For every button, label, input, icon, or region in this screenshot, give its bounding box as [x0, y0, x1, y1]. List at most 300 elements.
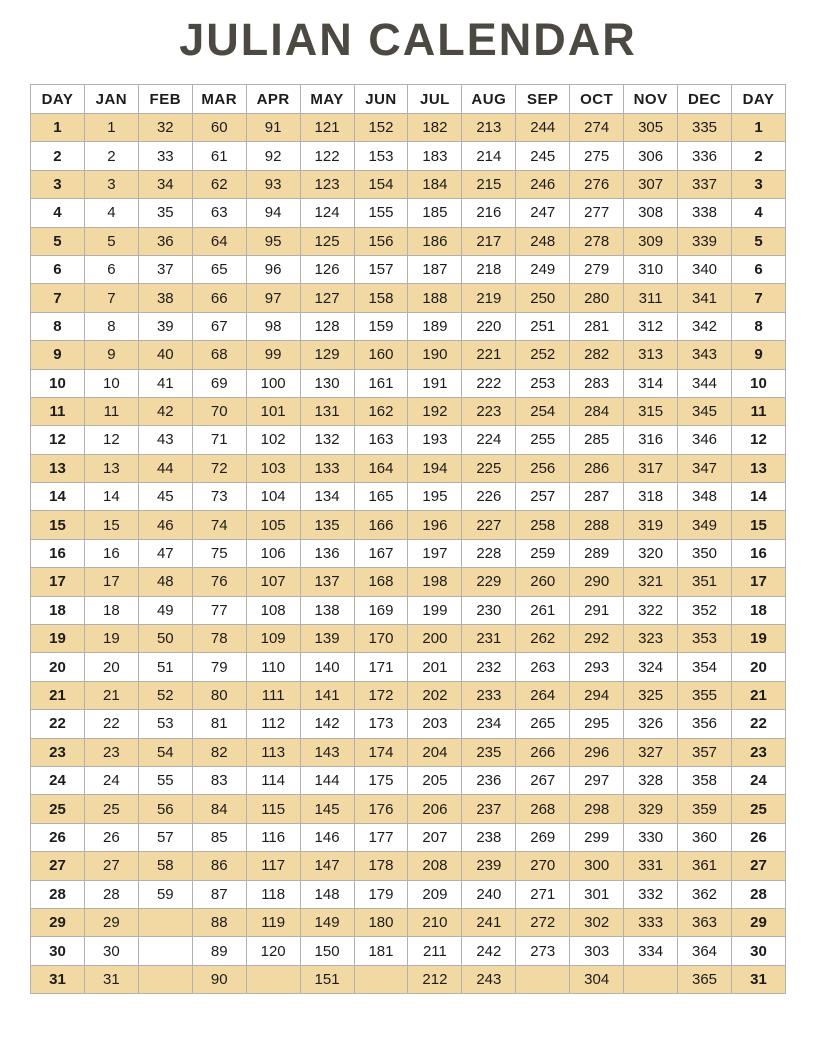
julian-day-cell: 127	[300, 284, 354, 312]
table-row	[31, 965, 786, 993]
julian-day-cell: 115	[246, 795, 300, 823]
day-cell: 4	[31, 199, 85, 227]
julian-day-cell: 342	[678, 312, 732, 340]
julian-day-cell: 150	[300, 937, 354, 965]
julian-day-cell: 299	[570, 823, 624, 851]
julian-day-cell: 311	[624, 284, 678, 312]
table-row	[31, 454, 786, 482]
column-header: DEC	[678, 85, 732, 114]
julian-day-cell: 59	[138, 880, 192, 908]
day-cell: 8	[31, 312, 85, 340]
julian-day-cell: 186	[408, 227, 462, 255]
julian-day-cell: 300	[570, 852, 624, 880]
julian-day-cell: 30	[84, 937, 138, 965]
julian-day-cell: 149	[300, 908, 354, 936]
day-cell: 14	[31, 483, 85, 511]
julian-day-cell: 263	[516, 653, 570, 681]
julian-day-cell: 255	[516, 426, 570, 454]
julian-day-cell: 56	[138, 795, 192, 823]
julian-day-cell: 69	[192, 369, 246, 397]
julian-day-cell: 100	[246, 369, 300, 397]
julian-day-cell: 201	[408, 653, 462, 681]
julian-day-cell: 288	[570, 511, 624, 539]
day-cell: 2	[31, 142, 85, 170]
julian-day-cell: 188	[408, 284, 462, 312]
julian-day-cell: 193	[408, 426, 462, 454]
julian-day-cell: 329	[624, 795, 678, 823]
julian-day-cell: 248	[516, 227, 570, 255]
julian-day-cell: 97	[246, 284, 300, 312]
julian-day-cell: 140	[300, 653, 354, 681]
julian-day-cell: 32	[138, 114, 192, 142]
julian-day-cell: 114	[246, 766, 300, 794]
day-cell: 31	[31, 965, 85, 993]
julian-day-cell: 331	[624, 852, 678, 880]
julian-day-cell: 94	[246, 199, 300, 227]
table-row	[31, 199, 786, 227]
column-header: MAY	[300, 85, 354, 114]
julian-day-cell: 86	[192, 852, 246, 880]
julian-day-cell: 364	[678, 937, 732, 965]
julian-day-cell: 335	[678, 114, 732, 142]
day-cell: 10	[731, 369, 785, 397]
julian-day-cell: 151	[300, 965, 354, 993]
julian-day-cell: 109	[246, 625, 300, 653]
julian-day-cell: 235	[462, 738, 516, 766]
day-cell: 10	[31, 369, 85, 397]
julian-day-cell: 206	[408, 795, 462, 823]
julian-day-cell: 54	[138, 738, 192, 766]
julian-day-cell: 277	[570, 199, 624, 227]
julian-day-cell: 208	[408, 852, 462, 880]
julian-day-cell: 124	[300, 199, 354, 227]
julian-day-cell: 19	[84, 625, 138, 653]
julian-day-cell: 50	[138, 625, 192, 653]
julian-day-cell: 221	[462, 341, 516, 369]
julian-day-cell: 104	[246, 483, 300, 511]
julian-day-cell: 298	[570, 795, 624, 823]
julian-day-cell: 142	[300, 710, 354, 738]
julian-day-cell: 116	[246, 823, 300, 851]
julian-day-cell: 286	[570, 454, 624, 482]
julian-day-cell: 6	[84, 255, 138, 283]
julian-day-cell: 11	[84, 397, 138, 425]
julian-day-cell: 354	[678, 653, 732, 681]
julian-day-cell: 131	[300, 397, 354, 425]
julian-day-cell: 4	[84, 199, 138, 227]
julian-day-cell: 35	[138, 199, 192, 227]
julian-day-cell: 44	[138, 454, 192, 482]
julian-day-cell: 172	[354, 681, 408, 709]
julian-day-cell: 285	[570, 426, 624, 454]
day-cell: 8	[731, 312, 785, 340]
julian-day-cell: 267	[516, 766, 570, 794]
day-cell: 11	[31, 397, 85, 425]
julian-day-cell: 122	[300, 142, 354, 170]
julian-day-cell: 227	[462, 511, 516, 539]
day-cell: 29	[31, 908, 85, 936]
julian-day-cell: 355	[678, 681, 732, 709]
table-row	[31, 795, 786, 823]
table-row	[31, 568, 786, 596]
julian-day-cell: 252	[516, 341, 570, 369]
julian-day-cell: 158	[354, 284, 408, 312]
julian-day-cell: 40	[138, 341, 192, 369]
julian-day-cell: 74	[192, 511, 246, 539]
day-cell: 23	[31, 738, 85, 766]
day-cell: 20	[31, 653, 85, 681]
julian-day-cell: 362	[678, 880, 732, 908]
julian-day-cell: 254	[516, 397, 570, 425]
julian-day-cell: 31	[84, 965, 138, 993]
julian-day-cell: 145	[300, 795, 354, 823]
julian-day-cell: 338	[678, 199, 732, 227]
julian-day-cell: 239	[462, 852, 516, 880]
julian-day-cell: 361	[678, 852, 732, 880]
day-cell: 14	[731, 483, 785, 511]
table-row	[31, 255, 786, 283]
column-header: SEP	[516, 85, 570, 114]
day-cell: 15	[31, 511, 85, 539]
julian-day-cell: 156	[354, 227, 408, 255]
julian-day-cell: 343	[678, 341, 732, 369]
julian-day-cell: 23	[84, 738, 138, 766]
julian-day-cell: 266	[516, 738, 570, 766]
julian-day-cell: 310	[624, 255, 678, 283]
julian-day-cell: 153	[354, 142, 408, 170]
julian-day-cell: 21	[84, 681, 138, 709]
julian-day-cell: 347	[678, 454, 732, 482]
day-cell: 25	[31, 795, 85, 823]
day-cell: 29	[731, 908, 785, 936]
julian-day-cell: 68	[192, 341, 246, 369]
column-header: NOV	[624, 85, 678, 114]
julian-day-cell: 241	[462, 908, 516, 936]
julian-day-cell: 144	[300, 766, 354, 794]
day-cell: 11	[731, 397, 785, 425]
julian-day-cell: 363	[678, 908, 732, 936]
julian-day-cell: 16	[84, 539, 138, 567]
julian-day-cell: 269	[516, 823, 570, 851]
julian-day-cell: 240	[462, 880, 516, 908]
julian-day-cell: 13	[84, 454, 138, 482]
day-cell: 24	[31, 766, 85, 794]
table-row	[31, 483, 786, 511]
day-cell: 18	[731, 596, 785, 624]
julian-day-cell: 33	[138, 142, 192, 170]
julian-day-cell: 270	[516, 852, 570, 880]
julian-day-cell: 135	[300, 511, 354, 539]
day-cell: 16	[31, 539, 85, 567]
julian-day-cell: 5	[84, 227, 138, 255]
julian-day-cell: 340	[678, 255, 732, 283]
day-cell: 26	[31, 823, 85, 851]
julian-day-cell: 71	[192, 426, 246, 454]
table-row	[31, 710, 786, 738]
julian-day-cell: 210	[408, 908, 462, 936]
julian-day-cell: 175	[354, 766, 408, 794]
day-cell: 30	[31, 937, 85, 965]
julian-day-cell: 330	[624, 823, 678, 851]
julian-day-cell: 181	[354, 937, 408, 965]
day-cell: 13	[731, 454, 785, 482]
column-header: JAN	[84, 85, 138, 114]
julian-day-cell: 242	[462, 937, 516, 965]
table-row	[31, 341, 786, 369]
day-cell: 30	[731, 937, 785, 965]
julian-day-cell: 209	[408, 880, 462, 908]
table-row	[31, 738, 786, 766]
julian-day-cell: 129	[300, 341, 354, 369]
column-header: AUG	[462, 85, 516, 114]
julian-day-cell: 36	[138, 227, 192, 255]
julian-day-cell: 314	[624, 369, 678, 397]
table-row	[31, 852, 786, 880]
julian-day-cell: 284	[570, 397, 624, 425]
table-row	[31, 312, 786, 340]
julian-day-cell: 234	[462, 710, 516, 738]
julian-day-cell: 112	[246, 710, 300, 738]
julian-day-cell: 360	[678, 823, 732, 851]
julian-day-cell: 289	[570, 539, 624, 567]
julian-day-cell: 259	[516, 539, 570, 567]
julian-day-cell: 38	[138, 284, 192, 312]
julian-day-cell: 307	[624, 170, 678, 198]
day-cell: 12	[31, 426, 85, 454]
day-cell: 19	[31, 625, 85, 653]
julian-day-cell: 365	[678, 965, 732, 993]
julian-day-cell: 351	[678, 568, 732, 596]
julian-day-cell: 308	[624, 199, 678, 227]
julian-day-cell	[354, 965, 408, 993]
julian-day-cell: 325	[624, 681, 678, 709]
julian-day-cell: 268	[516, 795, 570, 823]
julian-day-cell: 125	[300, 227, 354, 255]
julian-day-cell: 101	[246, 397, 300, 425]
julian-day-cell: 136	[300, 539, 354, 567]
julian-day-cell: 48	[138, 568, 192, 596]
julian-day-cell: 341	[678, 284, 732, 312]
julian-day-cell: 262	[516, 625, 570, 653]
julian-day-cell: 81	[192, 710, 246, 738]
julian-day-cell: 264	[516, 681, 570, 709]
julian-day-cell: 3	[84, 170, 138, 198]
column-header: JUN	[354, 85, 408, 114]
julian-day-cell: 84	[192, 795, 246, 823]
julian-day-cell: 138	[300, 596, 354, 624]
day-cell: 9	[31, 341, 85, 369]
julian-day-cell: 110	[246, 653, 300, 681]
julian-day-cell	[246, 965, 300, 993]
julian-day-cell: 302	[570, 908, 624, 936]
julian-day-cell: 326	[624, 710, 678, 738]
julian-day-cell: 238	[462, 823, 516, 851]
julian-day-cell	[138, 965, 192, 993]
julian-day-cell: 272	[516, 908, 570, 936]
julian-day-cell: 294	[570, 681, 624, 709]
julian-day-cell: 182	[408, 114, 462, 142]
julian-day-cell: 37	[138, 255, 192, 283]
julian-day-cell: 199	[408, 596, 462, 624]
julian-day-cell: 211	[408, 937, 462, 965]
column-header: DAY	[731, 85, 785, 114]
julian-day-cell: 305	[624, 114, 678, 142]
julian-day-cell: 218	[462, 255, 516, 283]
julian-day-cell: 319	[624, 511, 678, 539]
julian-day-cell: 177	[354, 823, 408, 851]
julian-day-cell: 303	[570, 937, 624, 965]
julian-day-cell: 161	[354, 369, 408, 397]
table-row	[31, 142, 786, 170]
julian-day-cell: 148	[300, 880, 354, 908]
julian-day-cell: 26	[84, 823, 138, 851]
julian-day-cell: 258	[516, 511, 570, 539]
julian-day-cell: 204	[408, 738, 462, 766]
julian-day-cell: 358	[678, 766, 732, 794]
column-header: APR	[246, 85, 300, 114]
julian-day-cell: 118	[246, 880, 300, 908]
julian-day-cell: 323	[624, 625, 678, 653]
julian-day-cell: 179	[354, 880, 408, 908]
julian-day-cell: 105	[246, 511, 300, 539]
julian-day-cell: 207	[408, 823, 462, 851]
table-row	[31, 397, 786, 425]
julian-day-cell: 58	[138, 852, 192, 880]
julian-day-cell: 295	[570, 710, 624, 738]
julian-day-cell	[138, 937, 192, 965]
julian-day-cell: 293	[570, 653, 624, 681]
table-row	[31, 426, 786, 454]
julian-day-cell: 111	[246, 681, 300, 709]
julian-day-cell: 139	[300, 625, 354, 653]
julian-day-cell: 279	[570, 255, 624, 283]
julian-day-cell: 24	[84, 766, 138, 794]
julian-day-cell: 133	[300, 454, 354, 482]
day-cell: 23	[731, 738, 785, 766]
julian-day-cell: 173	[354, 710, 408, 738]
julian-day-cell: 257	[516, 483, 570, 511]
day-cell: 6	[731, 255, 785, 283]
julian-day-cell: 169	[354, 596, 408, 624]
julian-day-cell: 53	[138, 710, 192, 738]
table-row	[31, 823, 786, 851]
julian-day-cell: 337	[678, 170, 732, 198]
julian-day-cell: 55	[138, 766, 192, 794]
julian-day-cell: 344	[678, 369, 732, 397]
julian-day-cell: 312	[624, 312, 678, 340]
julian-day-cell: 22	[84, 710, 138, 738]
day-cell: 26	[731, 823, 785, 851]
day-cell: 1	[731, 114, 785, 142]
julian-day-cell: 287	[570, 483, 624, 511]
day-cell: 17	[31, 568, 85, 596]
day-cell: 18	[31, 596, 85, 624]
table-row	[31, 511, 786, 539]
julian-day-cell: 87	[192, 880, 246, 908]
julian-day-cell: 96	[246, 255, 300, 283]
julian-day-cell: 166	[354, 511, 408, 539]
day-cell: 4	[731, 199, 785, 227]
julian-day-cell: 141	[300, 681, 354, 709]
julian-day-cell: 121	[300, 114, 354, 142]
julian-day-cell: 51	[138, 653, 192, 681]
day-cell: 21	[731, 681, 785, 709]
page-title: JULIAN CALENDAR	[179, 14, 637, 65]
julian-day-cell: 78	[192, 625, 246, 653]
julian-day-cell: 228	[462, 539, 516, 567]
day-cell: 2	[731, 142, 785, 170]
julian-day-cell: 103	[246, 454, 300, 482]
julian-day-cell: 39	[138, 312, 192, 340]
day-cell: 25	[731, 795, 785, 823]
column-header: JUL	[408, 85, 462, 114]
julian-day-cell: 306	[624, 142, 678, 170]
julian-day-cell: 194	[408, 454, 462, 482]
day-cell: 22	[731, 710, 785, 738]
julian-day-cell: 328	[624, 766, 678, 794]
julian-day-cell: 43	[138, 426, 192, 454]
julian-day-cell: 171	[354, 653, 408, 681]
table-row	[31, 227, 786, 255]
julian-day-cell: 191	[408, 369, 462, 397]
julian-day-cell: 332	[624, 880, 678, 908]
julian-day-cell: 134	[300, 483, 354, 511]
julian-day-cell: 98	[246, 312, 300, 340]
julian-day-cell: 198	[408, 568, 462, 596]
day-cell: 27	[31, 852, 85, 880]
julian-day-cell: 108	[246, 596, 300, 624]
julian-day-cell: 333	[624, 908, 678, 936]
julian-day-cell: 164	[354, 454, 408, 482]
julian-day-cell: 178	[354, 852, 408, 880]
julian-day-cell: 274	[570, 114, 624, 142]
julian-day-cell: 260	[516, 568, 570, 596]
day-cell: 24	[731, 766, 785, 794]
julian-day-cell: 246	[516, 170, 570, 198]
julian-day-cell: 291	[570, 596, 624, 624]
day-cell: 15	[731, 511, 785, 539]
julian-day-cell: 70	[192, 397, 246, 425]
julian-day-cell: 271	[516, 880, 570, 908]
table-row	[31, 880, 786, 908]
julian-day-cell: 261	[516, 596, 570, 624]
julian-day-cell: 321	[624, 568, 678, 596]
julian-day-cell: 336	[678, 142, 732, 170]
julian-day-cell: 162	[354, 397, 408, 425]
julian-day-cell: 185	[408, 199, 462, 227]
julian-day-cell: 249	[516, 255, 570, 283]
julian-day-cell: 243	[462, 965, 516, 993]
table-row	[31, 596, 786, 624]
day-cell: 21	[31, 681, 85, 709]
table-header	[31, 85, 786, 114]
julian-day-cell: 155	[354, 199, 408, 227]
julian-day-cell: 353	[678, 625, 732, 653]
julian-day-cell: 224	[462, 426, 516, 454]
julian-day-cell: 197	[408, 539, 462, 567]
day-cell: 28	[31, 880, 85, 908]
julian-day-cell: 64	[192, 227, 246, 255]
julian-day-cell: 165	[354, 483, 408, 511]
julian-day-cell: 250	[516, 284, 570, 312]
julian-day-cell: 113	[246, 738, 300, 766]
julian-day-cell: 17	[84, 568, 138, 596]
julian-day-cell: 320	[624, 539, 678, 567]
day-cell: 27	[731, 852, 785, 880]
table-row	[31, 766, 786, 794]
julian-day-cell: 123	[300, 170, 354, 198]
julian-day-cell: 251	[516, 312, 570, 340]
